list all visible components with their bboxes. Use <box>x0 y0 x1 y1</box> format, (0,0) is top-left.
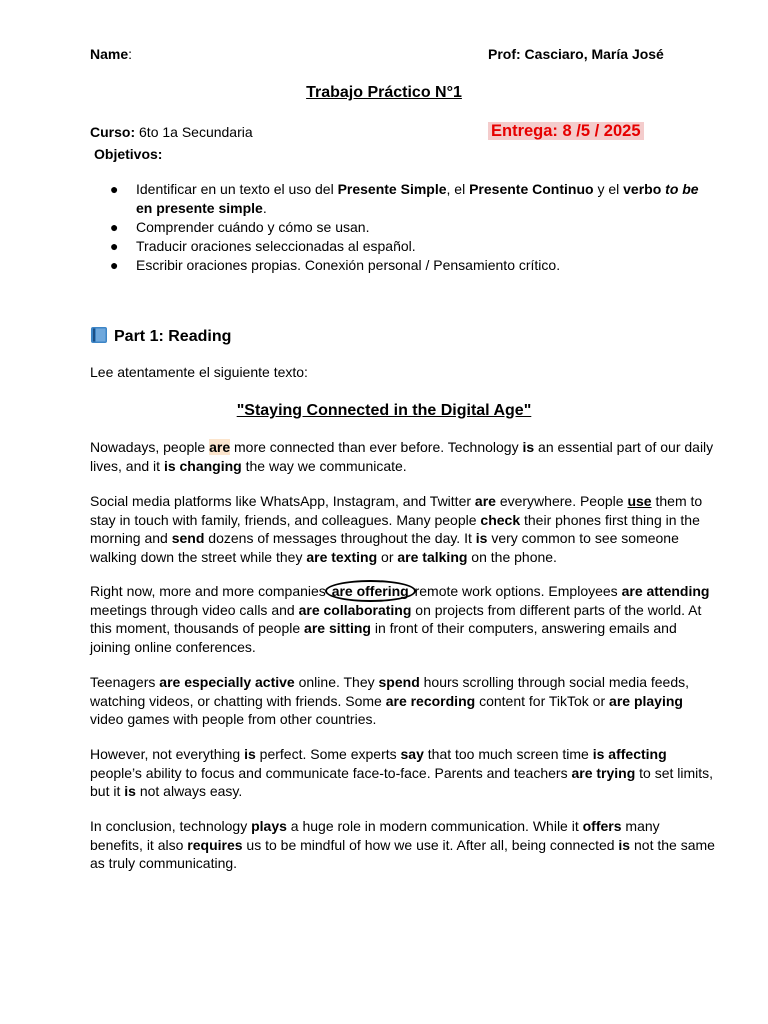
bullet: ● <box>110 238 119 254</box>
paragraph-4: Teenagers are especially active online. They spend hours scrolling through social media feeds, watching videos, or chatting with friends. Some are recording content for TikTok or are playing video games with people from other countries. <box>90 674 690 728</box>
bullet: ● <box>110 181 119 197</box>
circled-verb: are offering <box>325 580 416 602</box>
paragraph-2: Social media platforms like WhatsApp, Instagram, and Twitter are everywhere. People use them to stay in touch with family, friends, and colleagues. Many people check their phones first thing in the morning and send dozens of messages throughout the day. It is very common to see someone walking down the street while they are texting or are talking on the phone. <box>90 493 703 565</box>
document-title: Trabajo Práctico N°1 <box>306 84 462 101</box>
bullet: ● <box>110 257 119 273</box>
objective-item: ● Escribir oraciones propias. Conexión personal / Pensamiento crítico. <box>110 257 561 273</box>
curso-value: 6to 1a Secundaria <box>135 124 253 140</box>
objetivos-heading: Objetivos: <box>94 146 163 162</box>
paragraph-3: Right now, more and more companies are offering remote work options. Employees are attending meetings through video calls and are collaborating on projects from different parts of the world. At this moment, thousands of people are sitting in front of their computers, answering emails and joining online conferences. <box>90 582 715 656</box>
curso-label: Curso: <box>90 124 136 140</box>
objective-item: ● Traducir oraciones seleccionadas al español. <box>110 238 416 254</box>
name-colon: : <box>128 46 133 62</box>
paragraph-5: However, not everything is perfect. Some experts say that too much screen time is affecting people’s ability to focus and communicate face-to-face. Parents and teachers are trying to set limits, but it is not always easy. <box>90 746 714 800</box>
bullet: ● <box>110 219 119 235</box>
entrega-badge <box>488 122 644 141</box>
text-title: "Staying Connected in the Digital Age" <box>236 402 532 419</box>
name-field <box>90 46 132 62</box>
name-label: Name <box>90 46 129 62</box>
reading-instruction: Lee atentamente el siguiente texto: <box>90 364 308 380</box>
part1-heading <box>90 326 231 346</box>
professor-name: Prof: Casciaro, María José <box>488 46 664 62</box>
part1-title: Part 1: Reading <box>114 328 232 345</box>
objective-item: ● Identificar en un texto el uso del Presente Simple, el Presente Continuo y el verbo to be en presente simple. <box>110 181 699 216</box>
paragraph-1: Nowadays, people are more connected than ever before. Technology is an essential part of our daily lives, and it is changing the way we communicate. <box>90 439 714 474</box>
entrega-date: Entrega: 8 /5 / 2025 <box>488 122 644 140</box>
objective-item: ● Comprender cuándo y cómo se usan. <box>110 219 370 235</box>
objectives-list <box>110 180 710 275</box>
paragraph-6: In conclusion, technology plays a huge role in modern communication. While it offers many benefits, it also requires us to be mindful of how we use it. After all, being connected is not the same as truly communicating. <box>90 818 715 872</box>
curso-field <box>90 124 253 140</box>
book-icon <box>90 326 108 344</box>
